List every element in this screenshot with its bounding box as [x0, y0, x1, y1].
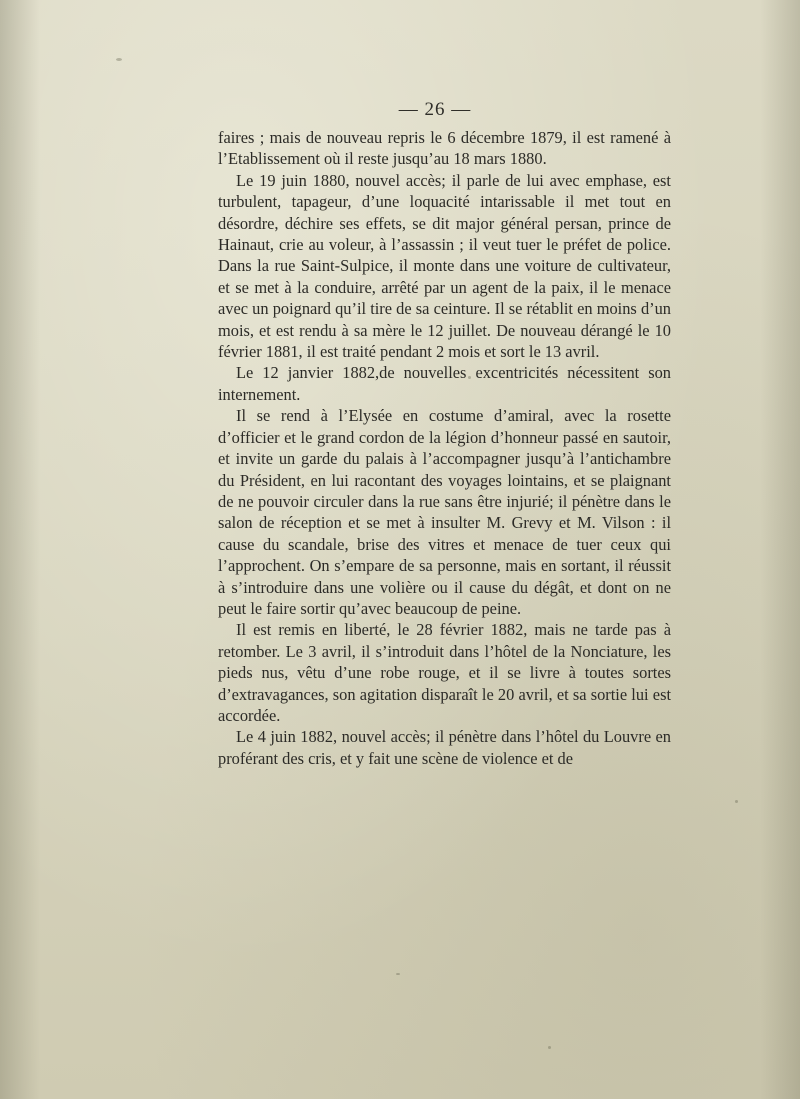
- paragraph: Il se rend à l’Elysée en costume d’amiral, avec la rosette d’officier et le grand cordon de la légion d’honneur passé en sautoir, et invite un garde du palais à l’accompagner jusqu’à l’antichambre du Président, en lui racontant des voyages lointains, et se plaignant de ne pouvoir circuler dans la rue sans être injurié; il pénètre dans le salon de réception et se met à insulter M. Grevy et M. Vilson : il cause du scandale, brise des vitres et menace de tuer ceux qui l’approchent. On s’empare de sa personne, mais en sortant, il réussit à s’introduire dans une volière ou il cause du dégât, et dont on ne peut le faire sortir qu’avec beaucoup de peine.: [218, 406, 671, 618]
- paper-speck: [396, 973, 400, 975]
- paragraph: Il est remis en liberté, le 28 février 1882, mais ne tarde pas à retomber. Le 3 avril, il s’introduit dans l’hôtel de la Nonciature, les pieds nus, vêtu d’une robe rouge, et il se livre à toutes sortes d’extravagances, son agitation disparaît le 20 avril, et sa sortie lui est accordée.: [218, 620, 671, 725]
- paper-speck: [548, 1046, 551, 1049]
- paper-speck: [735, 800, 738, 803]
- paragraph: Le 19 juin 1880, nouvel accès; il parle de lui avec emphase, est turbulent, tapageur, d’une loquacité intarissable il met tout en désordre, déchire ses effets, se dit major général persan, prince de Hainaut, crie au voleur, à l’assassin ; il veut tuer le préfet de police. Dans la rue Saint-Sulpice, il monte dans une voiture de cultivateur, et se met à la conduire, arrêté par un agent de la paix, il le menace avec un poignard qu’il tire de sa ceinture. Il se rétablit en moins d’un mois, et est rendu à sa mère le 12 juillet. De nouveau dérangé le 10 février 1881, il est traité pendant 2 mois et sort le 13 avril.: [218, 170, 671, 362]
- paragraph: faires ; mais de nouveau repris le 6 décembre 1879, il est ramené à l’Etablissement où il reste jusqu’au 18 mars 1880.: [218, 128, 671, 169]
- paragraph: Le 4 juin 1882, nouvel accès; il pénètre dans l’hôtel du Louvre en proférant des cris, et y fait une scène de violence et de: [218, 727, 671, 768]
- page-number: — 26 —: [398, 99, 472, 120]
- page-edge-shadow-left: [0, 0, 40, 1099]
- paper-speck: [116, 58, 122, 61]
- page-edge-shadow-right: [760, 0, 800, 1099]
- body-text: [218, 127, 671, 769]
- paragraph: Le 12 janvier 1882,de nouvelles excentricités nécessitent son internement.: [218, 363, 671, 404]
